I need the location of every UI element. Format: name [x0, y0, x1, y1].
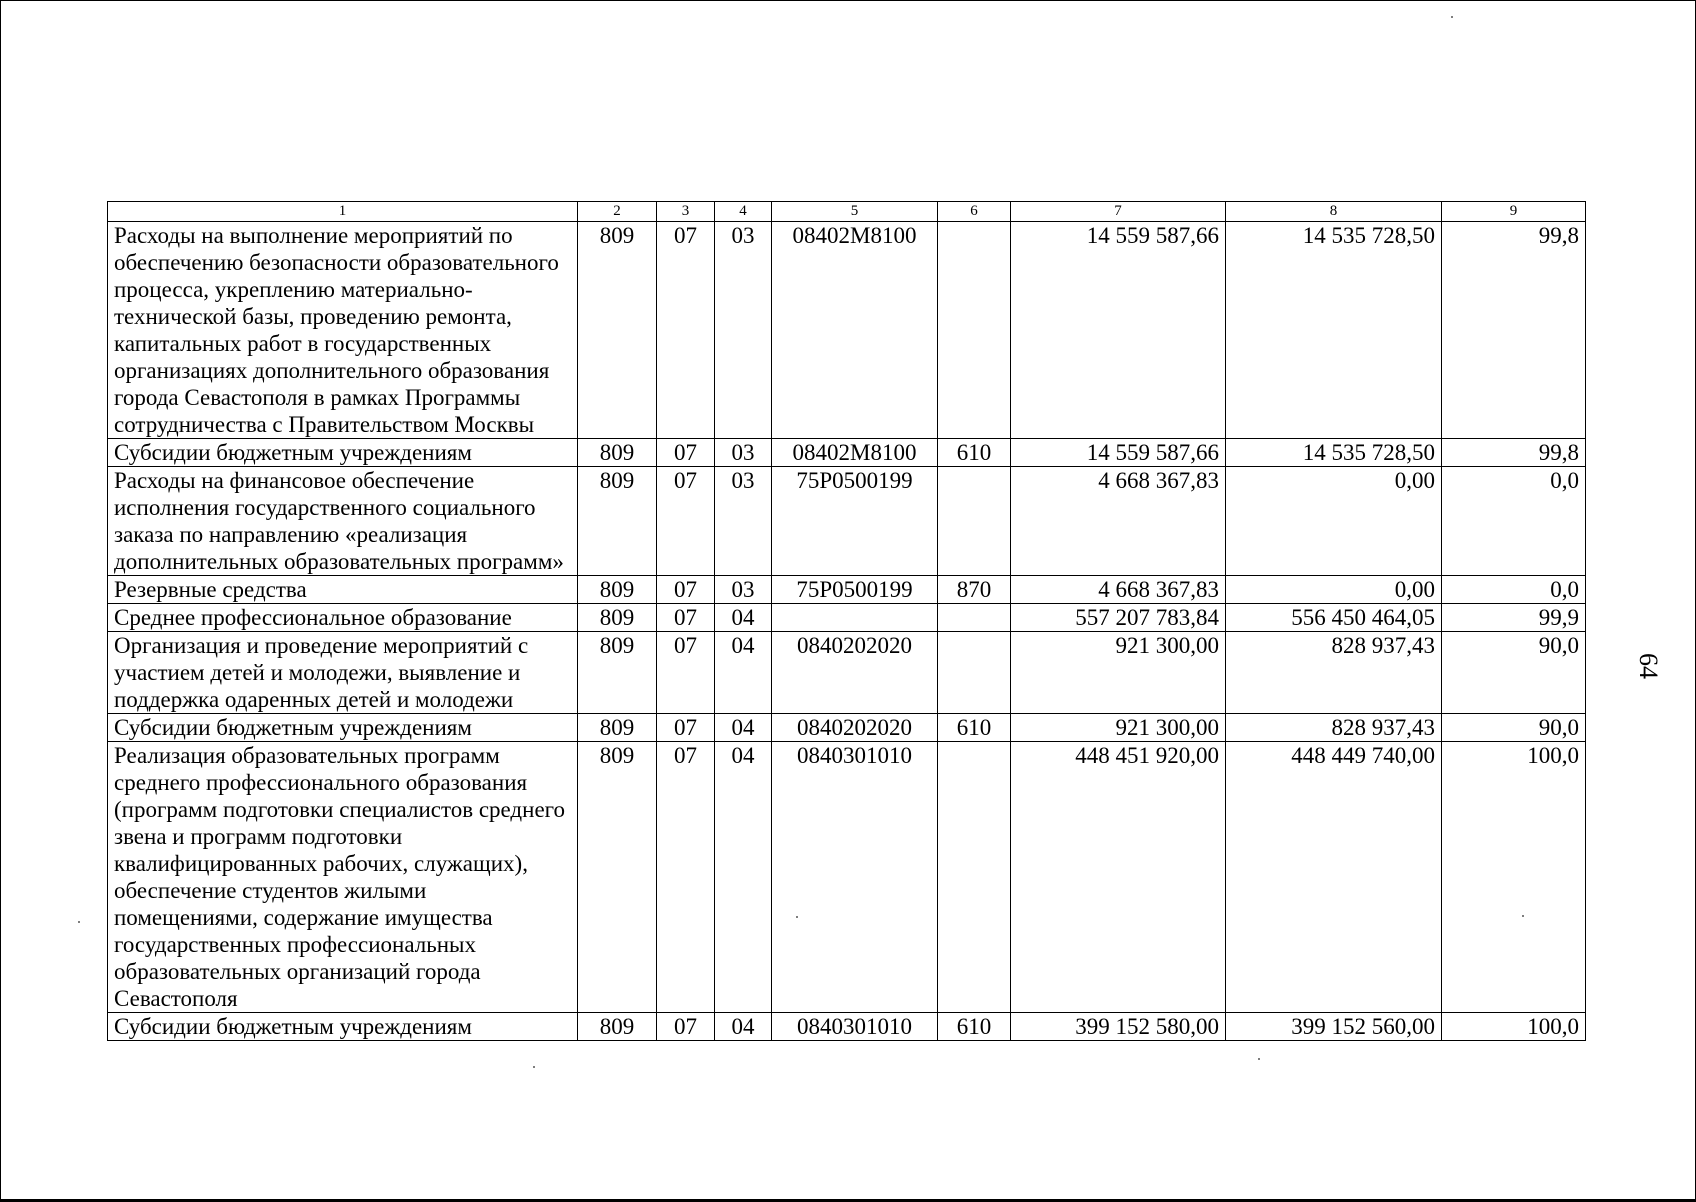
- cell-ministry: 809: [578, 1013, 657, 1041]
- cell-expense-type: 870: [938, 576, 1011, 604]
- table-row: [108, 714, 1586, 742]
- row-name: Субсидии бюджетным учреждениям: [108, 1013, 578, 1041]
- table-row: [108, 742, 1586, 1013]
- cell-execution-percent: 90,0: [1442, 714, 1586, 742]
- cell-section: 07: [657, 467, 715, 576]
- table-row: [108, 604, 1586, 632]
- cell-subsection: 04: [715, 604, 772, 632]
- cell-target-article: 0840301010: [772, 1013, 938, 1041]
- cell-execution-percent: 100,0: [1442, 742, 1586, 1013]
- cell-subsection: 04: [715, 714, 772, 742]
- cell-section: 07: [657, 439, 715, 467]
- cell-subsection: 04: [715, 742, 772, 1013]
- cell-planned-amount: 921 300,00: [1011, 632, 1226, 714]
- cell-ministry: 809: [578, 632, 657, 714]
- cell-section: 07: [657, 576, 715, 604]
- cell-planned-amount: 448 451 920,00: [1011, 742, 1226, 1013]
- scan-speck: [533, 1066, 535, 1068]
- column-number: 4: [715, 202, 772, 222]
- cell-ministry: 809: [578, 604, 657, 632]
- table-row: [108, 576, 1586, 604]
- cell-target-article: 75P0500199: [772, 576, 938, 604]
- cell-planned-amount: 4 668 367,83: [1011, 576, 1226, 604]
- scan-speck: [78, 921, 80, 923]
- cell-section: 07: [657, 604, 715, 632]
- cell-execution-percent: 0,0: [1442, 576, 1586, 604]
- cell-target-article: 75P0500199: [772, 467, 938, 576]
- cell-expense-type: [938, 222, 1011, 439]
- cell-executed-amount: 399 152 560,00: [1226, 1013, 1442, 1041]
- row-name: Субсидии бюджетным учреждениям: [108, 714, 578, 742]
- cell-target-article: 08402M8100: [772, 222, 938, 439]
- budget-table: [107, 201, 1586, 1041]
- column-number: 9: [1442, 202, 1586, 222]
- cell-section: 07: [657, 222, 715, 439]
- row-name: Реализация образовательных программ среднего профессионального образования (программ подготовки специалистов среднего звена и программ подготовки квалифицированных рабочих, служащих), обеспечение студентов жилыми помещениями, содержание имущества государственных профессиональных образовательных организаций города Севастополя: [108, 742, 578, 1013]
- cell-subsection: 04: [715, 632, 772, 714]
- table-row: [108, 439, 1586, 467]
- cell-execution-percent: 99,8: [1442, 439, 1586, 467]
- table-row: [108, 632, 1586, 714]
- page-number: 64: [1634, 653, 1663, 679]
- cell-ministry: 809: [578, 742, 657, 1013]
- cell-ministry: 809: [578, 467, 657, 576]
- cell-ministry: 809: [578, 222, 657, 439]
- column-number: 2: [578, 202, 657, 222]
- cell-planned-amount: 557 207 783,84: [1011, 604, 1226, 632]
- scan-speck: [796, 916, 798, 918]
- cell-subsection: 03: [715, 222, 772, 439]
- cell-expense-type: 610: [938, 1013, 1011, 1041]
- column-number: 5: [772, 202, 938, 222]
- cell-planned-amount: 14 559 587,66: [1011, 439, 1226, 467]
- cell-subsection: 04: [715, 1013, 772, 1041]
- row-name: Организация и проведение мероприятий с участием детей и молодежи, выявление и поддержка одаренных детей и молодежи: [108, 632, 578, 714]
- row-name: Среднее профессиональное образование: [108, 604, 578, 632]
- cell-execution-percent: 99,8: [1442, 222, 1586, 439]
- cell-section: 07: [657, 742, 715, 1013]
- cell-executed-amount: 556 450 464,05: [1226, 604, 1442, 632]
- cell-expense-type: [938, 632, 1011, 714]
- cell-execution-percent: 0,0: [1442, 467, 1586, 576]
- cell-subsection: 03: [715, 439, 772, 467]
- cell-target-article: 0840202020: [772, 714, 938, 742]
- row-name: Резервные средства: [108, 576, 578, 604]
- row-name: Расходы на финансовое обеспечение исполнения государственного социального заказа по направлению «реализация дополнительных образовательных программ»: [108, 467, 578, 576]
- table-row: [108, 1013, 1586, 1041]
- column-number: 7: [1011, 202, 1226, 222]
- cell-expense-type: [938, 742, 1011, 1013]
- cell-target-article: 08402M8100: [772, 439, 938, 467]
- row-name: Расходы на выполнение мероприятий по обеспечению безопасности образовательного процесса, укреплению материально-технической базы, проведению ремонта, капитальных работ в государственных организациях дополнительного образования города Севастополя в рамках Программы сотрудничества с Правительством Москвы: [108, 222, 578, 439]
- cell-ministry: 809: [578, 439, 657, 467]
- cell-section: 07: [657, 714, 715, 742]
- cell-target-article: [772, 604, 938, 632]
- column-number: 8: [1226, 202, 1442, 222]
- cell-section: 07: [657, 632, 715, 714]
- cell-executed-amount: 828 937,43: [1226, 632, 1442, 714]
- cell-executed-amount: 14 535 728,50: [1226, 222, 1442, 439]
- table-row: [108, 467, 1586, 576]
- cell-expense-type: [938, 467, 1011, 576]
- column-number: 6: [938, 202, 1011, 222]
- cell-planned-amount: 399 152 580,00: [1011, 1013, 1226, 1041]
- cell-ministry: 809: [578, 714, 657, 742]
- column-number: 1: [108, 202, 578, 222]
- scan-speck: [1258, 1058, 1260, 1060]
- cell-target-article: 0840202020: [772, 632, 938, 714]
- cell-execution-percent: 90,0: [1442, 632, 1586, 714]
- column-number: 3: [657, 202, 715, 222]
- table-row: [108, 222, 1586, 439]
- cell-planned-amount: 14 559 587,66: [1011, 222, 1226, 439]
- cell-execution-percent: 100,0: [1442, 1013, 1586, 1041]
- cell-expense-type: [938, 604, 1011, 632]
- scan-speck: [1451, 16, 1453, 18]
- cell-subsection: 03: [715, 467, 772, 576]
- row-name: Субсидии бюджетным учреждениям: [108, 439, 578, 467]
- cell-executed-amount: 0,00: [1226, 576, 1442, 604]
- cell-planned-amount: 921 300,00: [1011, 714, 1226, 742]
- column-number-row: [108, 202, 1586, 222]
- cell-target-article: 0840301010: [772, 742, 938, 1013]
- cell-expense-type: 610: [938, 714, 1011, 742]
- cell-planned-amount: 4 668 367,83: [1011, 467, 1226, 576]
- scan-speck: [1522, 915, 1524, 917]
- cell-executed-amount: 828 937,43: [1226, 714, 1442, 742]
- cell-expense-type: 610: [938, 439, 1011, 467]
- cell-executed-amount: 0,00: [1226, 467, 1442, 576]
- cell-subsection: 03: [715, 576, 772, 604]
- cell-section: 07: [657, 1013, 715, 1041]
- cell-ministry: 809: [578, 576, 657, 604]
- cell-executed-amount: 14 535 728,50: [1226, 439, 1442, 467]
- cell-execution-percent: 99,9: [1442, 604, 1586, 632]
- cell-executed-amount: 448 449 740,00: [1226, 742, 1442, 1013]
